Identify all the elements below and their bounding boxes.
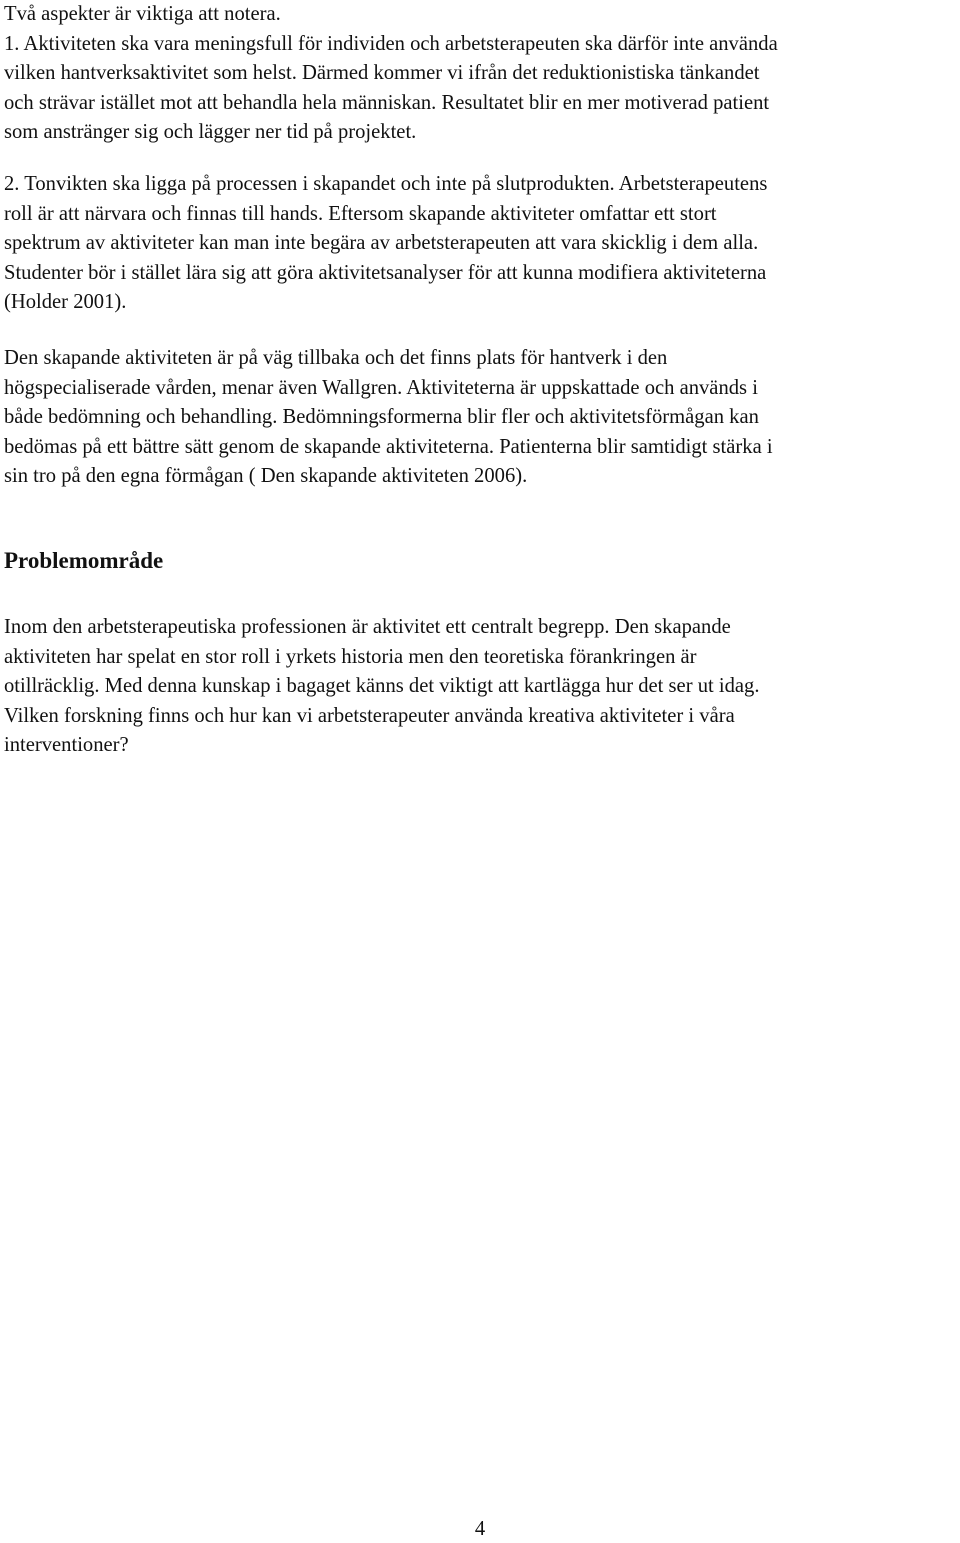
text-line: Inom den arbetsterapeutiska professionen är aktivitet ett centralt begrepp. Den skapande bbox=[4, 616, 731, 638]
text-line: otillräcklig. Med denna kunskap i bagaget känns det viktigt att kartlägga hur det ser ut idag. bbox=[4, 675, 760, 697]
text-line: roll är att närvara och finnas till hands. Eftersom skapande aktiviteter omfattar ett stort bbox=[4, 202, 717, 225]
page-number: 4 bbox=[474, 1518, 486, 1540]
problem-paragraph bbox=[4, 613, 956, 761]
text-line: Vilken forskning finns och hur kan vi arbetsterapeuter använda kreativa aktiviteter i våra bbox=[4, 704, 735, 727]
text-line: som anstränger sig och lägger ner tid på projektet. bbox=[4, 121, 417, 143]
text-line: 2. Tonvikten ska ligga på processen i skapandet och inte på slutprodukten. Arbetsterapeutens bbox=[4, 173, 768, 195]
text-line: spektrum av aktiviteter kan man inte begära av arbetsterapeuten att vara skicklig i dem alla. bbox=[4, 232, 759, 254]
text-line: sin tro på den egna förmågan ( Den skapande aktiviteten 2006). bbox=[4, 465, 528, 487]
text-line: interventioner? bbox=[4, 734, 129, 756]
text-line: vilken hantverksaktivitet som helst. Därmed kommer vi ifrån det reduktionistiska tänkandet bbox=[4, 62, 760, 84]
text-line: Den skapande aktiviteten är på väg tillbaka och det finns plats för hantverk i den bbox=[4, 347, 668, 369]
text-line: (Holder 2001). bbox=[4, 291, 127, 313]
text-line: Två aspekter är viktiga att notera. bbox=[4, 3, 281, 25]
intro-paragraph bbox=[4, 0, 956, 148]
text-line: både bedömning och behandling. Bedömningsformerna blir fler och aktivitetsförmågan kan bbox=[4, 406, 759, 428]
text-line: bedömas på ett bättre sätt genom de skapande aktiviteterna. Patienterna blir samtidigt stärka i bbox=[4, 435, 773, 458]
point-two-paragraph bbox=[4, 170, 956, 318]
text-line: Studenter bör i stället lära sig att göra aktivitetsanalyser för att kunna modifiera aktiviteterna bbox=[4, 261, 767, 284]
section-heading: Problemområde bbox=[4, 548, 164, 573]
text-line: och strävar istället mot att behandla hela människan. Resultatet blir en mer motiverad patient bbox=[4, 91, 770, 114]
text-line: högspecialiserade vården, menar även Wallgren. Aktiviteterna är uppskattade och används i bbox=[4, 376, 758, 399]
text-line: 1. Aktiviteten ska vara meningsfull för individen och arbetsterapeuten ska därför inte använda bbox=[4, 32, 778, 55]
text-line: aktiviteten har spelat en stor roll i yrkets historia men den teoretiska förankringen är bbox=[4, 645, 697, 668]
creative-activity-paragraph bbox=[4, 344, 956, 492]
